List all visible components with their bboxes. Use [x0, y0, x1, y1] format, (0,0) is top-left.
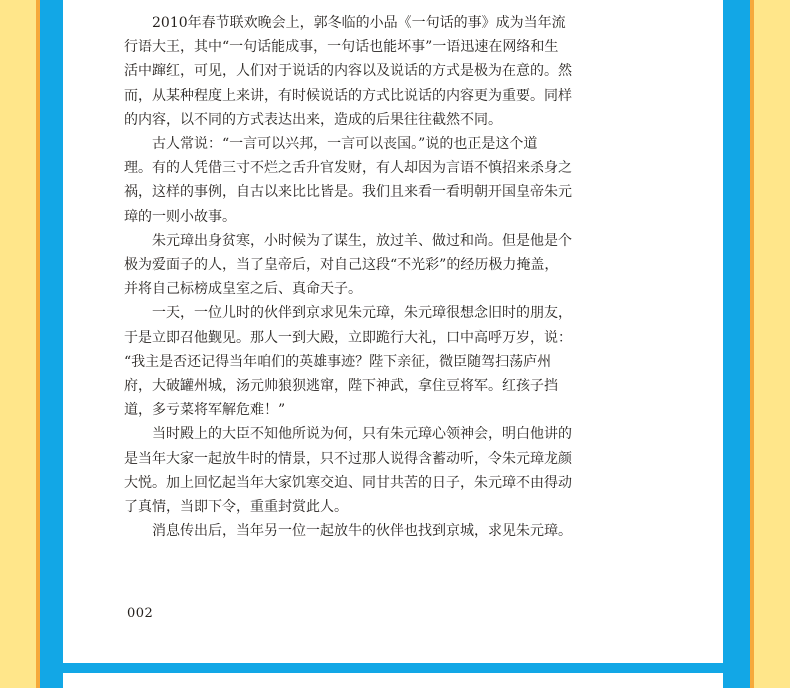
paragraph-1: 2010年春节联欢晚会上，郭冬临的小品《一句话的事》成为当年流 行语大王，其中“一句话能成事，一句话也能坏事”一语迅速在网络和生 活中蹿红，可见，人们对于说话的内容以及说话的方式是极为在意的。然 而，从某种程度上来讲，有时候说话的方式比说话的内容更为重要。同样 的内容，以不同的方式表达出来，造成的后果往往截然不同。	[124, 15, 572, 128]
paragraph-4: 一天，一位儿时的伙伴到京求见朱元璋，朱元璋很想念旧时的朋友， 于是立即召他觐见。那人一到大殿，立即跪行大礼，口中高呼万岁，说： “我主是否还记得当年咱们的英雄事迹？陛下亲征，微臣随驾扫荡庐州 府，大破罐州城，汤元帅狼狈逃窜，陛下神武，拿住豆将军。红孩子挡 道，多亏菜将军解危难！”	[124, 305, 572, 419]
paragraph-3: 朱元璋出身贫寒，小时候为了谋生，放过羊、做过和尚。但是他是个 极为爱面子的人，当了皇帝后，对自己这段“不光彩”的经历极力掩盖， 并将自己标榜成皇室之后、真命天子。	[124, 232, 572, 298]
right-orange-stripe	[750, 0, 754, 688]
paragraph-6: 消息传出后，当年另一位一起放牛的伙伴也找到京城，求见朱元璋。	[152, 523, 572, 540]
page-number: 002	[127, 606, 154, 621]
next-book-page	[63, 673, 723, 688]
body-text	[124, 11, 626, 543]
paragraph-2: 古人常说：“一言可以兴邦，一言可以丧国。”说的也正是这个道 理。有的人凭借三寸不烂之舌升官发财，有人却因为言语不慎招来杀身之 祸，这样的事例，自古以来比比皆是。我们且来看一看明朝开国皇帝朱元 璋的一则小故事。	[124, 136, 572, 225]
paragraph-5: 当时殿上的大臣不知他所说为何，只有朱元璋心领神会，明白他讲的 是当年大家一起放牛时的情景，只不过那人说得含蓄动听，令朱元璋龙颜 大悦。加上回忆起当年大家饥寒交迫、同甘共苦的日子，朱元璋不由得动 了真情，当即下令，重重封赏此人。	[124, 426, 572, 516]
